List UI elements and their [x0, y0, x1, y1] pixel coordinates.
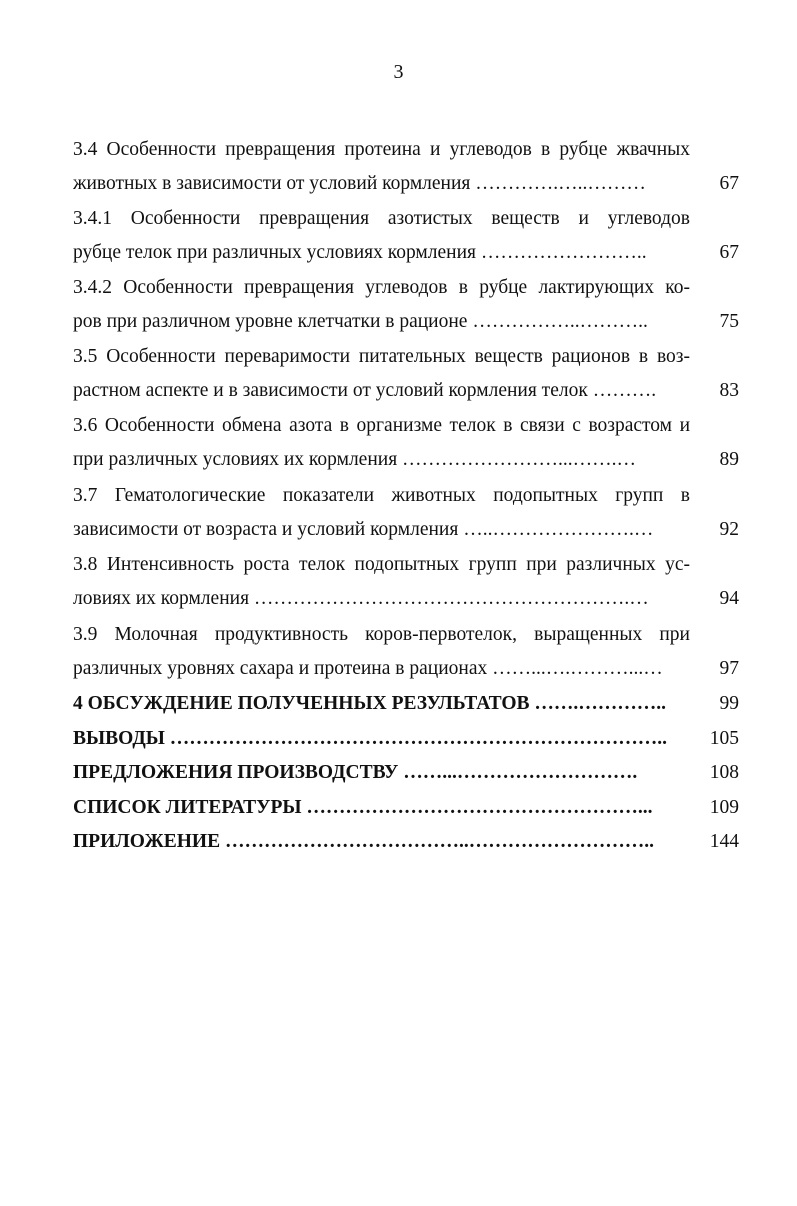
- toc-entry-page: 67: [719, 242, 739, 263]
- page-number: 3: [393, 61, 404, 83]
- toc-entry-page: 97: [719, 658, 739, 679]
- toc-entry-title-line2: ров при различном уровне клетчатки в рационе ……………..………..: [73, 311, 648, 332]
- toc-entry-page: 99: [719, 693, 739, 714]
- toc-entry-title-line2: зависимости от возраста и условий кормления …..………………….…: [73, 519, 654, 540]
- toc-entry-page: 94: [719, 588, 739, 609]
- toc-entry-title-line1: 3.8 Интенсивность роста телок подопытных групп при различных ус-: [73, 554, 690, 575]
- toc-entry-title: ВЫВОДЫ …………………………………………………………………..: [73, 728, 668, 749]
- toc-entry-page: 67: [719, 173, 739, 194]
- toc-entry-title-line1: 3.4 Особенности превращения протеина и углеводов в рубце жвачных: [73, 139, 690, 160]
- toc-entry-page: 92: [719, 519, 739, 540]
- toc-entry-title-line1: 3.9 Молочная продуктивность коров-первотелок, выращенных при: [73, 624, 690, 645]
- toc-entry-title: 4 ОБСУЖДЕНИЕ ПОЛУЧЕННЫХ РЕЗУЛЬТАТОВ …….…………..: [73, 693, 667, 714]
- toc-entry-title-line2: ловиях их кормления ………………………………………………….…: [73, 588, 649, 609]
- toc-entry-title-line2: различных уровнях сахара и протеина в рационах ……...….………...…: [73, 658, 663, 679]
- toc-entry-page: 89: [719, 449, 739, 470]
- toc-entry-title-line1: 3.4.1 Особенности превращения азотистых веществ и углеводов: [73, 208, 690, 229]
- toc-entry-title-line2: животных в зависимости от условий кормления ………….…..………: [73, 173, 646, 194]
- toc-entry-title-line2: рубце телок при различных условиях кормления ……………………..: [73, 242, 647, 263]
- toc-entry-title: ПРЕДЛОЖЕНИЯ ПРОИЗВОДСТВУ ……...……………………….: [73, 762, 638, 783]
- toc-entry-page: 144: [709, 831, 739, 852]
- toc-entry-title: СПИСОК ЛИТЕРАТУРЫ ……………………………………………...: [73, 797, 653, 818]
- toc-entry-title: ПРИЛОЖЕНИЕ ………………………………..………………………..: [73, 831, 654, 852]
- toc-entry-title-line1: 3.6 Особенности обмена азота в организме телок в связи с возрастом и: [73, 415, 690, 436]
- toc-entry-title-line1: 3.4.2 Особенности превращения углеводов в рубце лактирующих ко-: [73, 277, 690, 298]
- toc-entry-page: 108: [709, 762, 739, 783]
- toc-entry-title-line2: растном аспекте и в зависимости от условий кормления телок ……….: [73, 380, 657, 401]
- toc-entry-page: 83: [719, 380, 739, 401]
- toc-entry-title-line2: при различных условиях их кормления ……………………...…….…: [73, 449, 637, 470]
- toc-entry-page: 105: [709, 728, 739, 749]
- toc-entry-title-line1: 3.5 Особенности переваримости питательных веществ рационов в воз-: [73, 346, 690, 367]
- toc-entry-page: 109: [709, 797, 739, 818]
- toc-entry-title-line1: 3.7 Гематологические показатели животных подопытных групп в: [73, 485, 690, 506]
- toc-entry-page: 75: [719, 311, 739, 332]
